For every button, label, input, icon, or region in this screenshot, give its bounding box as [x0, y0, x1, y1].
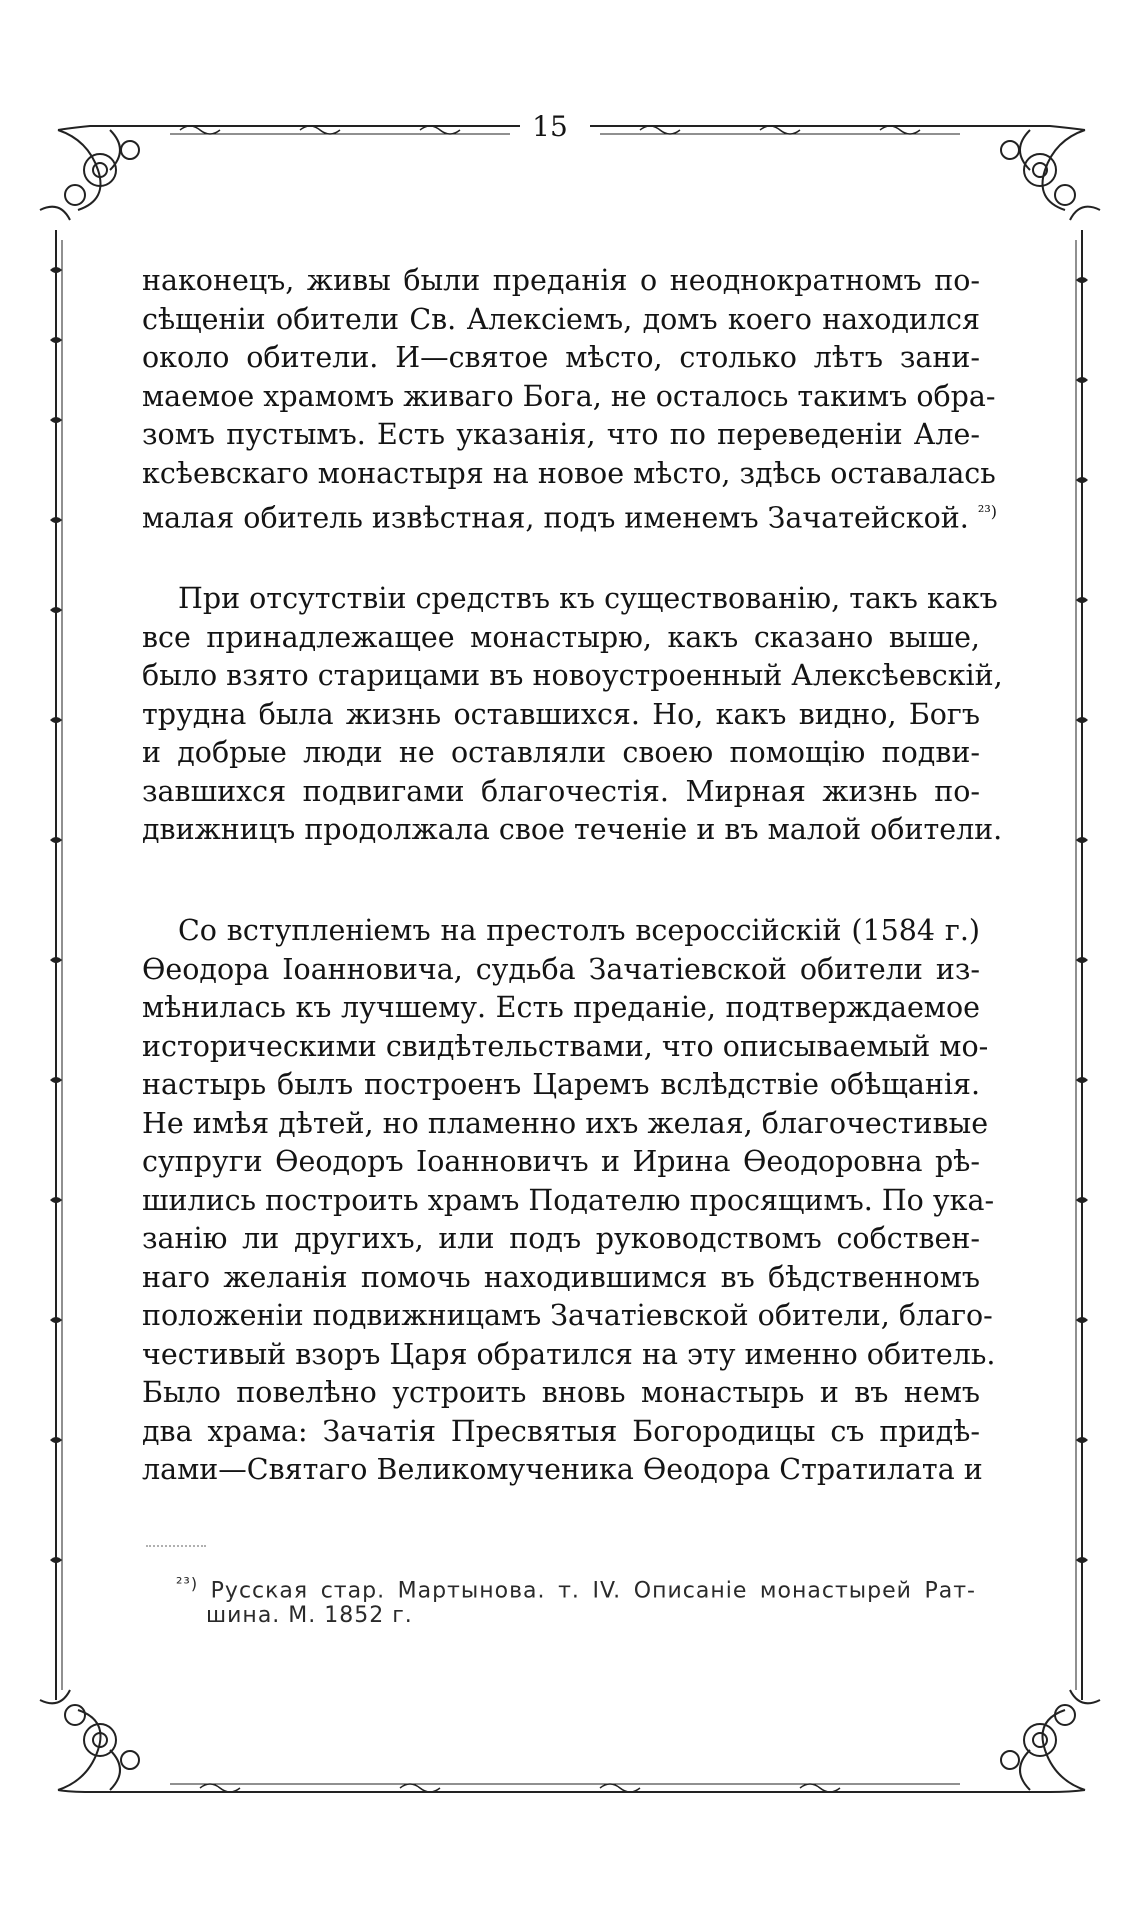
footnote-text: Русская стар. Мартынова. т. IV. Описаніе монастырей Рат-	[210, 1578, 976, 1604]
paragraph-3	[142, 912, 996, 1490]
text-line: все принадлежащее монастырю, какъ сказано выше,	[142, 620, 980, 654]
text-line: сѣщеніи обители Св. Алексіемъ, домъ коего находился	[142, 302, 980, 336]
paragraph-1	[142, 262, 997, 535]
text-line: занію ли другихъ, или подъ руководствомъ собствен-	[142, 1222, 980, 1255]
footnote-marker: ²³)	[176, 1574, 199, 1593]
page-number: 15	[520, 110, 580, 143]
text-line: настырь былъ построенъ Царемъ вслѣдствіе обѣщанія.	[142, 1068, 980, 1101]
text-line-content: малая обитель извѣстная, подъ именемъ Зачатейской.	[142, 501, 969, 535]
footnote-line: шина. М. 1852 г.	[206, 1603, 413, 1628]
text-line: Не имѣя дѣтей, но пламенно ихъ желая, благочестивые	[142, 1106, 989, 1140]
corner-ornament-bottom-left	[40, 1690, 139, 1790]
text-line: шились построить храмъ Подателю просящимъ. По ука-	[142, 1183, 995, 1217]
text-line: маемое храмомъ живаго Бога, не осталось такимъ обра-	[142, 379, 996, 413]
text-line: было взято старицами въ новоустроенный Алексѣевскій,	[142, 659, 1003, 692]
text-line: трудна была жизнь оставшихся. Но, какъ видно, Богъ	[142, 697, 980, 731]
text-line: При отсутствіи средствъ къ существованію, такъ какъ	[178, 582, 998, 615]
text-line: зомъ пустымъ. Есть указанія, что по переведеніи Але-	[142, 418, 980, 451]
text-line: историческими свидѣтельствами, что описываемый мо-	[142, 1029, 989, 1063]
text-line: наконецъ, живы были преданія о неоднократномъ по-	[142, 264, 980, 297]
text-line: Со вступленіемъ на престолъ всероссійскій (1584 г.)	[178, 914, 980, 947]
corner-ornament-top-right	[1001, 130, 1100, 220]
text-line: честивый взоръ Царя обратился на эту именно обитель.	[142, 1337, 996, 1371]
text-line: наго желанія помочь находившимся въ бѣдственномъ	[142, 1260, 980, 1294]
text-line	[142, 493, 997, 535]
text-line: положеніи подвижницамъ Зачатіевской обители, благо-	[142, 1299, 993, 1332]
paragraph-2	[142, 580, 1003, 850]
text-line: около обители. И—святое мѣсто, столько лѣтъ зани-	[142, 341, 980, 374]
footnote-separator	[146, 1545, 206, 1547]
footnote-line	[176, 1568, 976, 1604]
text-line: Было повелѣно устроить вновь монастырь и въ немъ	[142, 1376, 980, 1409]
footnote	[176, 1568, 976, 1632]
text-line: завшихся подвигами благочестія. Мирная жизнь по-	[142, 774, 980, 808]
text-line: лами—Святаго Великомученика Ѳеодора Стратилата и	[142, 1453, 983, 1486]
text-line: мѣнилась къ лучшему. Есть преданіе, подтверждаемое	[142, 991, 980, 1024]
text-line: два храма: Зачатія Пресвятыя Богородицы съ придѣ-	[142, 1414, 980, 1448]
footnote-reference: ²³)	[977, 502, 997, 521]
text-line: Ѳеодора Іоанновича, судьба Зачатіевской обители из-	[142, 952, 980, 986]
corner-ornament-bottom-right	[1001, 1690, 1100, 1790]
text-line: супруги Ѳеодоръ Іоанновичъ и Ирина Ѳеодоровна рѣ-	[142, 1145, 980, 1178]
corner-ornament-top-left	[40, 130, 139, 220]
text-line: и добрые люди не оставляли своею помощію подви-	[142, 736, 980, 769]
text-line: ксѣевскаго монастыря на новое мѣсто, здѣсь оставалась	[142, 456, 996, 490]
text-line: движницъ продолжала свое теченіе и въ малой обители.	[142, 813, 1003, 846]
